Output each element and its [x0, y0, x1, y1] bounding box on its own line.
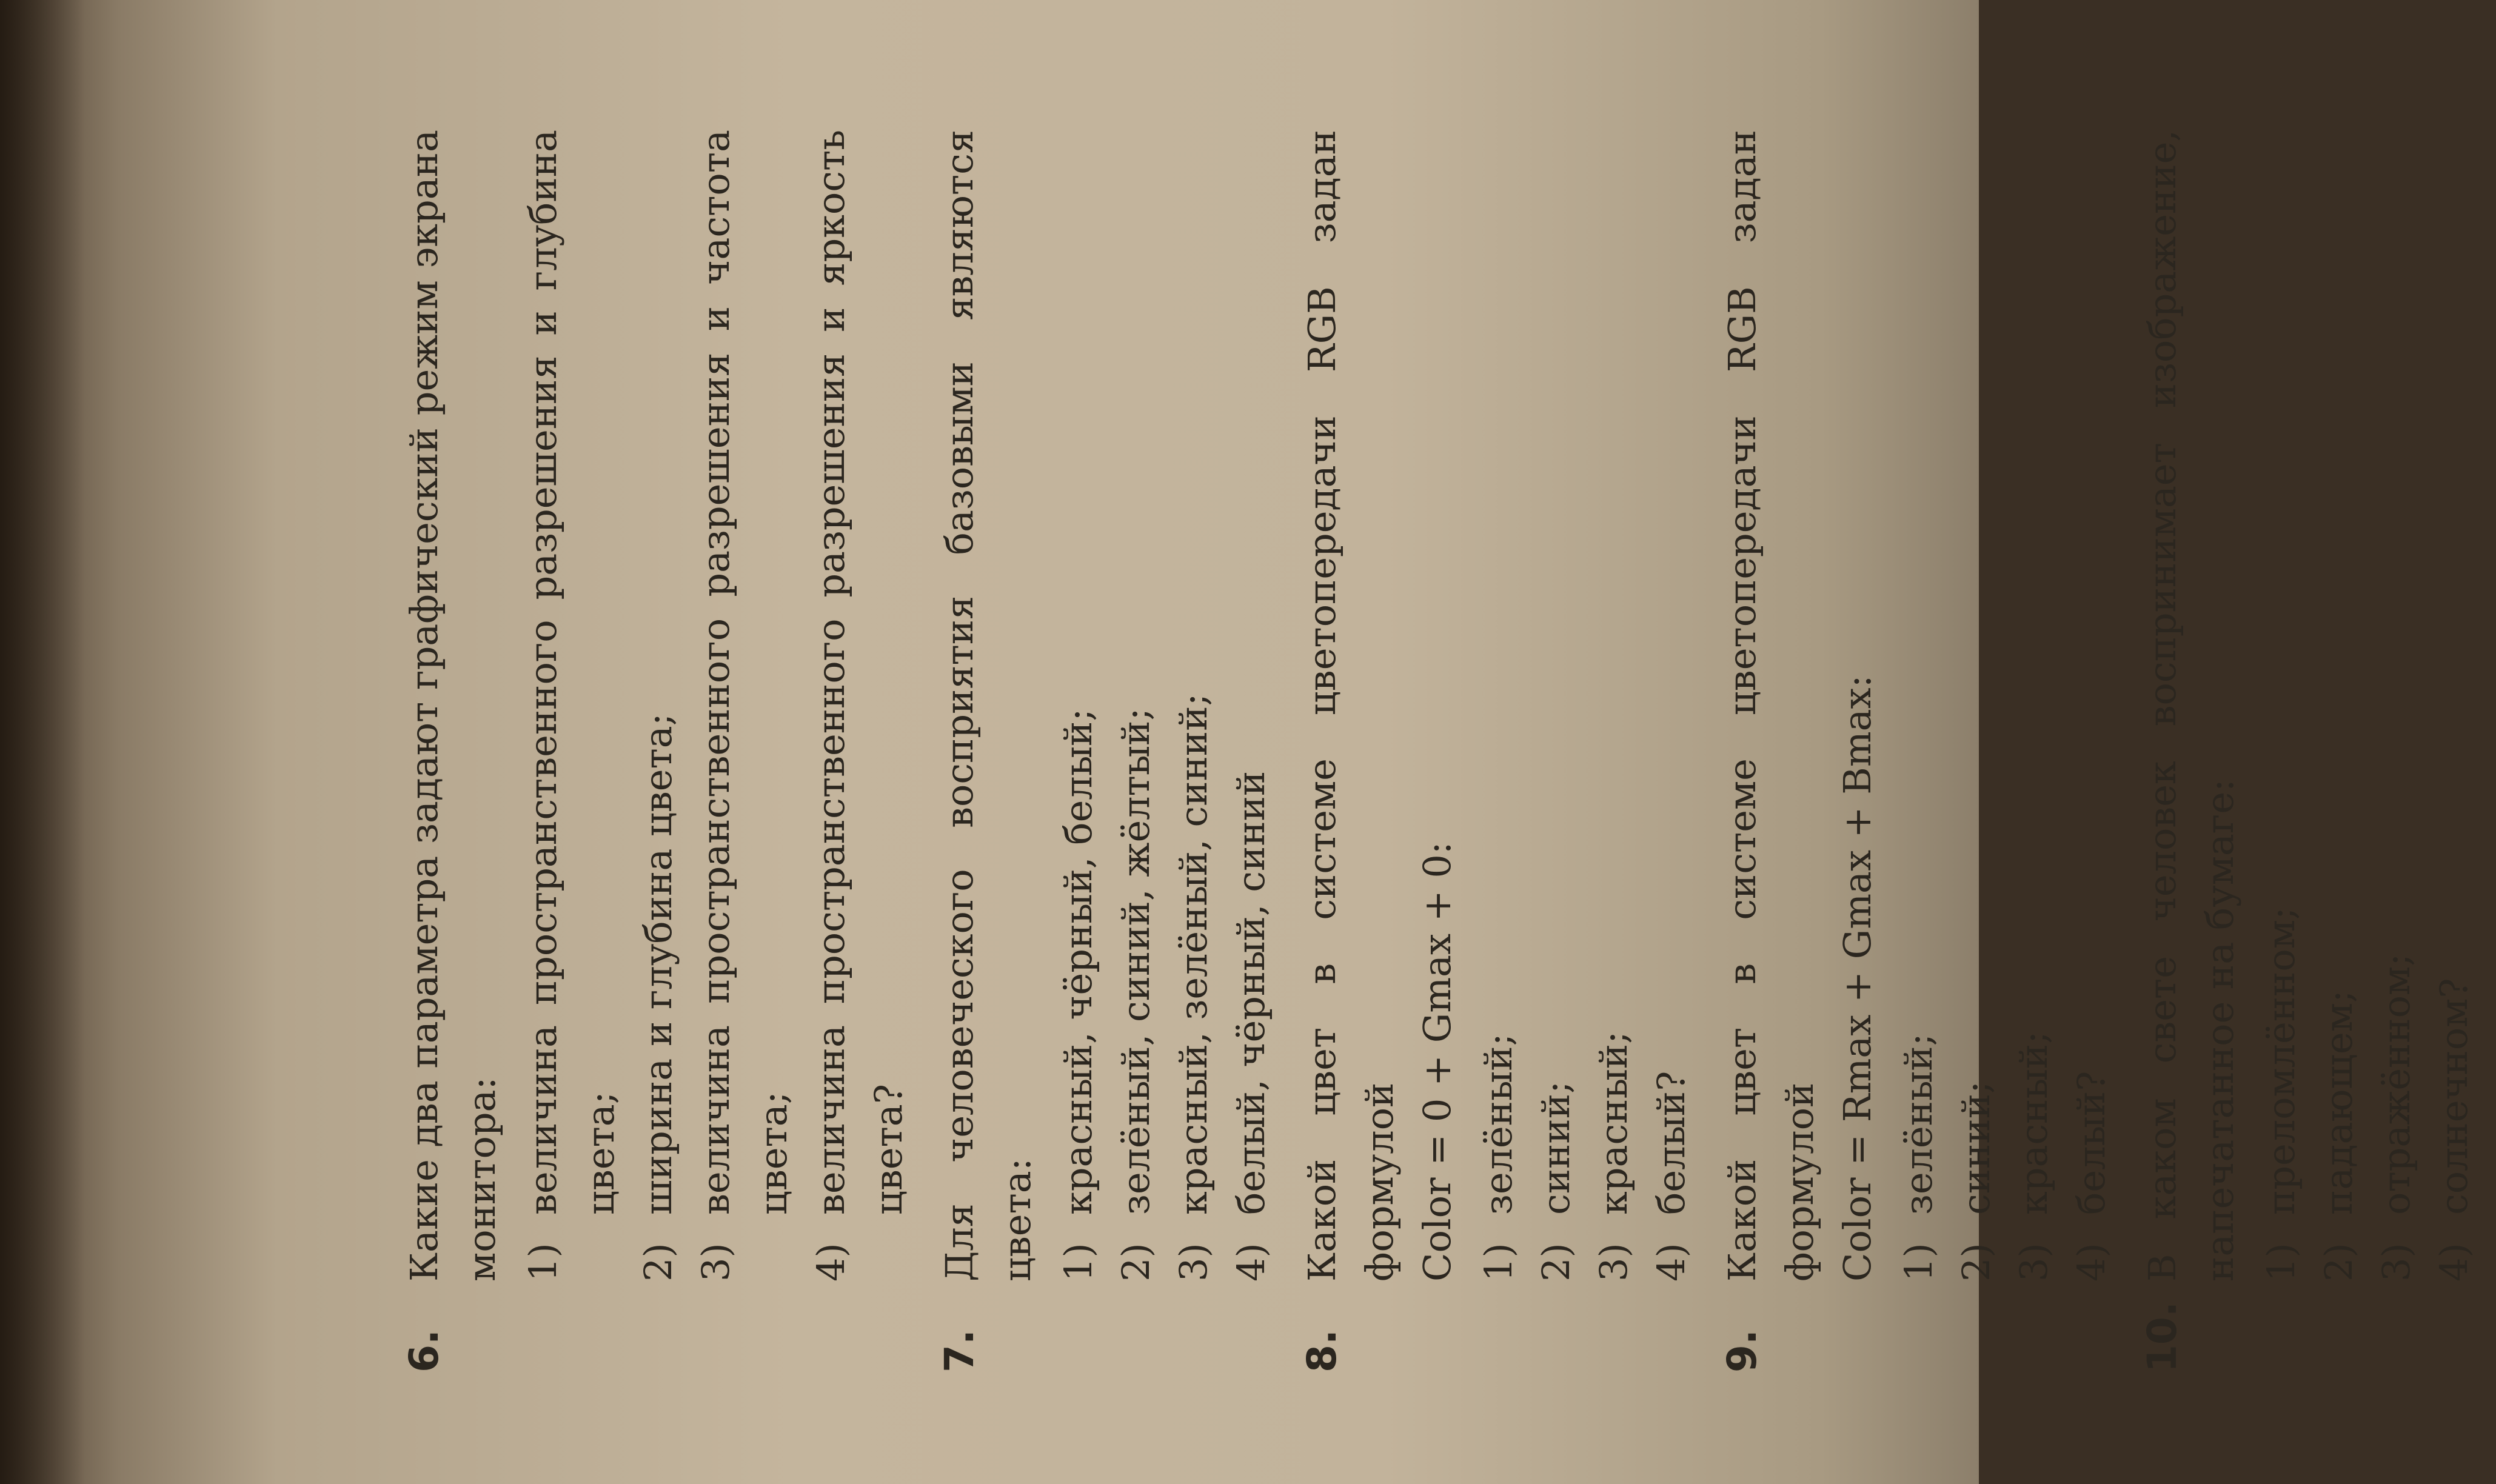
answer-option — [1165, 130, 1222, 1282]
answer-option — [2252, 130, 2310, 1282]
question-text: Какие два параметра задают графический режим экрана монитора: — [402, 130, 504, 1282]
answer-options — [1049, 130, 1280, 1282]
option-text: ширина и глубина цвета; — [636, 713, 680, 1215]
option-text: величина пространственного разрешения и частота цвета; — [694, 130, 795, 1215]
question-7 — [931, 130, 1280, 1372]
option-text: величина пространственного разрешения и глубина цвета; — [521, 130, 623, 1215]
option-number: 2) — [636, 1243, 680, 1282]
option-text: белый? — [2069, 1071, 2113, 1215]
option-number: 1) — [1056, 1243, 1100, 1282]
answer-options — [2252, 130, 2483, 1282]
answer-option — [1585, 130, 1642, 1282]
option-number: 1) — [521, 1243, 565, 1282]
option-text: синий; — [1534, 1081, 1578, 1215]
option-number: 2) — [2317, 1243, 2361, 1282]
question-number: 8. — [1299, 1329, 1345, 1372]
answer-option — [2310, 130, 2367, 1282]
option-text: красный; — [2012, 1031, 2056, 1215]
question-6 — [395, 130, 917, 1372]
answer-option — [1470, 130, 1527, 1282]
answer-option — [1890, 130, 1947, 1282]
option-number: 3) — [694, 1243, 738, 1282]
option-text: белый? — [1649, 1071, 1693, 1215]
option-text: красный; — [1591, 1031, 1636, 1215]
option-text: зелёный; — [1476, 1033, 1521, 1215]
option-number: 3) — [1171, 1243, 1216, 1282]
option-number: 3) — [2374, 1243, 2418, 1282]
answer-option — [2005, 130, 2063, 1282]
answer-option — [514, 130, 629, 1282]
option-text: падающем; — [2317, 990, 2361, 1215]
answer-options — [514, 130, 917, 1282]
option-text: зелёный, синий, жёлтый; — [1114, 707, 1158, 1215]
answer-option — [2367, 130, 2425, 1282]
questions-list — [395, 130, 2496, 1372]
question-text: Какой цвет в системе цветопередачи RGB задан формулой — [1300, 130, 1402, 1282]
question-number: 10. — [2139, 1302, 2186, 1372]
option-number: 3) — [1591, 1243, 1636, 1282]
option-number: 2) — [1534, 1243, 1578, 1282]
option-number: 4) — [1649, 1243, 1693, 1282]
option-number: 2) — [1954, 1243, 1998, 1282]
option-number: 4) — [809, 1243, 853, 1282]
option-text: зелёный; — [1896, 1033, 1941, 1215]
option-number: 1) — [2259, 1243, 2303, 1282]
answer-option — [2063, 130, 2120, 1282]
option-text: белый, чёрный, синий — [1229, 770, 1273, 1215]
question-number: 9. — [1719, 1329, 1765, 1372]
question-10 — [2133, 130, 2483, 1372]
question-formula: Color = Rmax + Gmax + Bmax: — [1835, 675, 1879, 1282]
option-number: 1) — [1896, 1243, 1941, 1282]
answer-option — [629, 130, 687, 1282]
question-text: Для человеческого восприятия базовыми являются цвета: — [937, 130, 1039, 1282]
answer-option — [1527, 130, 1585, 1282]
textbook-page — [80, 15, 2476, 1469]
option-number: 4) — [2069, 1243, 2113, 1282]
option-text: величина пространственного разрешения и яркость цвета? — [809, 130, 911, 1215]
answer-options — [1470, 130, 1700, 1282]
option-number: 4) — [1229, 1243, 1273, 1282]
option-text: синий; — [1954, 1081, 1998, 1215]
option-text: отражённом; — [2374, 953, 2418, 1215]
answer-option — [1107, 130, 1165, 1282]
page-edge-shadow — [0, 0, 85, 1484]
option-number: 3) — [2012, 1243, 2056, 1282]
answer-option — [1049, 130, 1107, 1282]
question-8 — [1293, 130, 1700, 1372]
question-9 — [1713, 130, 2120, 1372]
option-text: красный, зелёный, синий; — [1171, 693, 1216, 1215]
option-number: 4) — [2432, 1243, 2476, 1282]
question-text: В каком свете человек воспринимает изображение, напечатанное на бумаге: — [2140, 130, 2242, 1282]
option-number: 1) — [1476, 1243, 1521, 1282]
answer-options — [1890, 130, 2120, 1282]
question-text: Какой цвет в системе цветопередачи RGB задан формулой — [1720, 130, 1822, 1282]
answer-option — [1642, 130, 1700, 1282]
answer-option — [1222, 130, 1280, 1282]
option-text: красный, чёрный, белый; — [1056, 708, 1100, 1215]
question-number: 6. — [401, 1329, 447, 1372]
option-text: преломлённом; — [2259, 907, 2303, 1215]
answer-option — [1947, 130, 2005, 1282]
question-number: 7. — [936, 1329, 983, 1372]
question-formula: Color = 0 + Gmax + 0: — [1415, 841, 1459, 1282]
answer-option — [802, 130, 917, 1282]
answer-option — [2425, 130, 2483, 1282]
option-number: 2) — [1114, 1243, 1158, 1282]
option-text: солнечном? — [2432, 978, 2476, 1215]
answer-option — [687, 130, 802, 1282]
